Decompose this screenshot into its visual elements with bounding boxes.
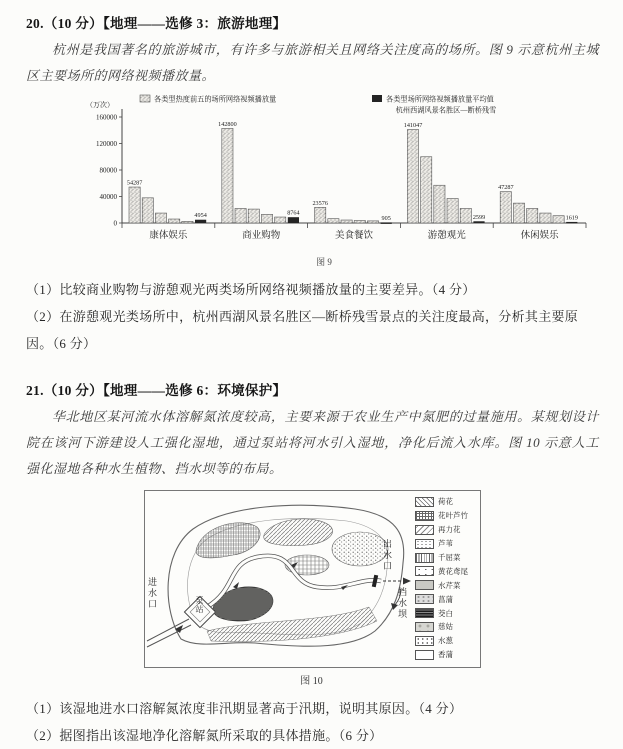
figure9-caption: 图 9 (316, 257, 332, 267)
q21-question-2: （2）据图指出该湿地净化溶解氮所采取的具体措施。（6 分） (26, 728, 383, 743)
svg-text:160000: 160000 (96, 113, 117, 122)
legend-label: 荷花 (438, 497, 453, 507)
q20-question-1: （1）比较商业购物与游憩观光两类场所网络视频播放量的主要差异。（4 分） (26, 282, 476, 297)
legend-label: 芦苇 (438, 539, 453, 549)
legend-swatch-blank (415, 650, 434, 660)
legend-label: 慈姑 (438, 622, 453, 632)
figure10 (144, 490, 481, 687)
legend-label: 黄花鸢尾 (438, 566, 468, 576)
svg-text:47287: 47287 (498, 184, 514, 192)
map-legend (415, 495, 477, 662)
legend-label: 再力花 (438, 525, 461, 535)
map-legend-item (415, 564, 477, 578)
q21-paragraph: 华北地区某河流水体溶解氮浓度较高，主要来源于农业生产中氮肥的过量施用。某规划设计院在该河下游建设人工强化湿地，通过泵站将河水引入湿地，净化后流入水库。图 10 示意人工强化湿地各种水生植物、挡水坝等的布局。 (26, 409, 599, 476)
map-legend-item (415, 606, 477, 620)
legend-label: 菖蒲 (438, 594, 453, 604)
figure9-chart (74, 91, 599, 259)
svg-text:1619: 1619 (565, 214, 578, 222)
legend-swatch-dotgrid (415, 636, 434, 646)
q20-header: 20.（10 分）【地理——选修 3：旅游地理】 (26, 16, 287, 31)
svg-text:商业购物: 商业购物 (242, 231, 281, 241)
svg-text:905: 905 (381, 214, 391, 222)
q21-questions (26, 695, 599, 749)
map-legend-item (415, 634, 477, 648)
svg-text:美食餐饮: 美食餐饮 (334, 231, 374, 241)
q21-section (26, 379, 599, 749)
legend-label: 茭白 (438, 608, 453, 618)
svg-text:142800: 142800 (218, 120, 237, 128)
svg-text:4954: 4954 (194, 212, 207, 220)
svg-text:2599: 2599 (472, 213, 486, 221)
svg-text:各类型热度前五的场所网络视频播放量: 各类型热度前五的场所网络视频播放量 (154, 95, 277, 104)
legend-label: 香蒲 (438, 650, 453, 660)
map-legend-item (415, 537, 477, 551)
legend-swatch-grayblob (415, 622, 434, 632)
dam-label: 挡水坝 (397, 587, 407, 620)
svg-text:（万次）: （万次） (86, 101, 114, 109)
svg-text:0: 0 (113, 219, 117, 228)
svg-text:141047: 141047 (403, 122, 423, 130)
map-legend-item (415, 523, 477, 537)
legend-swatch-lotus (415, 497, 434, 507)
svg-text:80000: 80000 (99, 166, 117, 175)
wetland-map (144, 490, 481, 668)
svg-text:40000: 40000 (99, 193, 117, 201)
wetland-map-art (145, 491, 417, 665)
figure9 (74, 91, 599, 268)
legend-swatch-sparse (415, 566, 434, 576)
q21-header: 21.（10 分）【地理——选修 6：环境保护】 (26, 383, 287, 398)
svg-text:杭州西湖风景名胜区—断桥残雪: 杭州西湖风景名胜区—断桥残雪 (395, 106, 497, 115)
map-legend-item (415, 551, 477, 565)
svg-text:120000: 120000 (96, 140, 117, 148)
legend-label: 水葱 (438, 636, 453, 646)
legend-label: 水芹菜 (438, 580, 461, 590)
q21-question-1: （1）该湿地进水口溶解氮浓度非汛期显著高于汛期，说明其原因。（4 分） (26, 701, 463, 716)
svg-text:54287: 54287 (126, 179, 143, 187)
legend-swatch-mottle (415, 594, 434, 604)
map-legend-item (415, 648, 477, 662)
outlet-label: 出水口 (382, 539, 392, 572)
legend-swatch-vees (415, 539, 434, 549)
legend-swatch-darkband (415, 608, 434, 618)
svg-text:游憩观光: 游憩观光 (427, 231, 466, 241)
map-legend-item (415, 592, 477, 606)
pump-station-label: 泵站 (195, 596, 204, 614)
map-legend-item (415, 578, 477, 592)
q20-questions (26, 276, 599, 357)
svg-text:各类型场所网络视频播放量平均值: 各类型场所网络视频播放量平均值 (386, 95, 494, 104)
svg-text:休闲娱乐: 休闲娱乐 (520, 231, 559, 241)
legend-label: 花叶芦竹 (438, 511, 468, 521)
svg-text:23576: 23576 (312, 199, 328, 207)
inlet-label: 进水口 (147, 577, 157, 610)
map-legend-item (415, 509, 477, 523)
map-legend-item (415, 620, 477, 634)
legend-label: 千屈菜 (438, 553, 461, 562)
map-legend-item (415, 495, 477, 509)
q20-question-2: （2）在游憩观光类场所中，杭州西湖风景名胜区—断桥残雪景点的关注度最高，分析其主要原因。（6 分） (26, 309, 579, 351)
svg-text:康体娱乐: 康体娱乐 (149, 231, 188, 241)
q20-paragraph: 杭州是我国著名的旅游城市，有许多与旅游相关且网络关注度高的场所。图 9 示意杭州主城区主要场所的网络视频播放量。 (26, 42, 599, 83)
legend-swatch-vlines (415, 553, 434, 563)
legend-swatch-gray (415, 580, 434, 590)
legend-swatch-diag (415, 525, 434, 535)
legend-swatch-brick (415, 511, 434, 521)
figure10-caption: 图 10 (300, 676, 323, 687)
svg-text:8764: 8764 (287, 209, 300, 217)
